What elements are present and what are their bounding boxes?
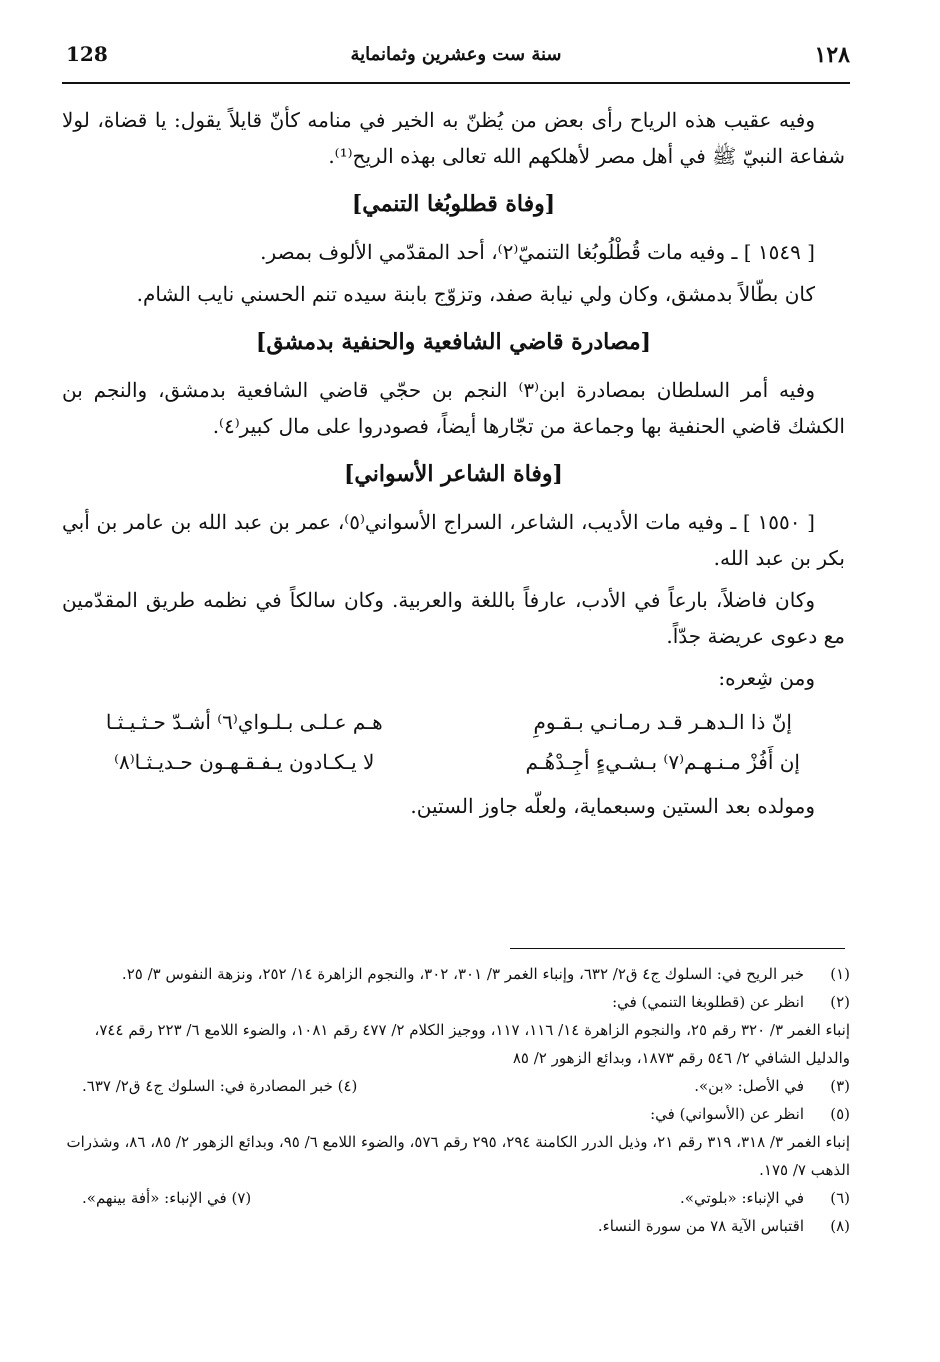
section-heading: [وفاة الشاعر الأسواني] bbox=[344, 461, 563, 487]
paragraph: وفيه عقيب هذه الرياح رأى بعض من يُظنّ به الخير في منامه كأنّ قايلاً يقول: يا قضاة، لولا شفاعة النبيّ ﷺ في أهل مصر لأهلكهم الله تعالى بهذه الريح⁽¹⁾. bbox=[62, 108, 845, 168]
footnote-rule bbox=[510, 948, 845, 949]
poem-verse bbox=[62, 742, 845, 782]
footnote bbox=[62, 988, 850, 1016]
paragraph: وكان فاضلاً، بارعاً في الأدب، عارفاً باللغة والعربية. وكان سالكاً في نظمه طريق المقدّمين مع دعوى عريضة جدّاً. bbox=[62, 588, 845, 648]
verse-second-hemistich: لا يـكـادون يـفـقـهـون حـديـثـا⁽٨⁾ bbox=[114, 750, 375, 774]
entry-paragraph: [ ١٥٤٩ ] ـ وفيه مات قُطْلُوبُغا التنميّ⁽٢⁾، أحد المقدّمي الألوف بمصر. bbox=[260, 240, 815, 264]
footnote-text: خبر الريح في: السلوك ج٤ ق٢/ ٦٣٢، وإنباء الغمر ٣/ ٣٠١، ٣٠٢، والنجوم الزاهرة ١٤/ ٢٥٢، ونزهة النفوس ٣/ ٢٥. bbox=[121, 965, 804, 983]
footnote-pair bbox=[62, 1072, 850, 1100]
paragraph: وفيه أمر السلطان بمصادرة ابن⁽٣⁾ النجم بن حجّي قاضي الشافعية بدمشق، والنجم بن الكشك قاضي الحنفية بها وجماعة من تجّارها أيضاً، فصودروا على مال كبير⁽٤⁾. bbox=[62, 378, 845, 438]
footnote bbox=[62, 1100, 850, 1128]
footnote-pair-text bbox=[62, 1072, 804, 1100]
footnote-text: (٧) في الإنباء: «أفة بينهم». bbox=[82, 1189, 252, 1207]
poem-verse bbox=[62, 702, 845, 742]
page-number-latin: 128 bbox=[66, 42, 108, 66]
verse-first-hemistich: إنّ ذا الـدهـر قـد رمـانـي بـقـومِ bbox=[533, 710, 792, 734]
footnote-number: (١) bbox=[830, 965, 850, 983]
verse-first-hemistich: إن أَفُزْ مـنـهـم⁽٧⁾ بـشـيءٍ أجِـدْهُـم bbox=[525, 750, 800, 774]
poem bbox=[62, 702, 845, 782]
footnote-pair bbox=[62, 1184, 850, 1212]
footnote-number: (٢) bbox=[830, 993, 850, 1011]
verse-second-hemistich: هـم عـلـى بـلـواي⁽٦⁾ أشـدّ حـثـيـثـا bbox=[105, 710, 383, 734]
section-heading: [وفاة قطلوبُغا التنمي] bbox=[351, 191, 556, 217]
footnote-text: إنباء الغمر ٣/ ٣٢٠ رقم ٢٥، والنجوم الزاهرة ١٤/ ١١٦، ١١٧، ووجيز الكلام ٢/ ٤٧٧ رقم ١٠٨١، والضوء اللامع ٦/ ٢٢٣ رقم ٧٤٤، والدليل الشافي ٢/ ٥٤٦ رقم ١٨٧٣، وبدائع الزهور ٢/ ٨٥ bbox=[94, 1021, 850, 1067]
page-header bbox=[62, 42, 850, 82]
main-text bbox=[62, 102, 845, 830]
header-rule bbox=[62, 82, 850, 84]
entry-paragraph: [ ١٥٥٠ ] ـ وفيه مات الأديب، الشاعر، السراج الأسواني⁽٥⁾، عمر بن عبد الله بن عامر بن أبي بكر بن عبد الله. bbox=[62, 510, 845, 570]
footnote bbox=[62, 960, 850, 988]
footnote-number: (٣) bbox=[830, 1077, 850, 1095]
footnote-text: في الأصل: «بن». bbox=[694, 1077, 804, 1095]
footnote-number: (٨) bbox=[830, 1217, 850, 1235]
paragraph: ومولده بعد الستين وسبعماية، ولعلّه جاوز الستين. bbox=[410, 794, 815, 818]
footnote-text: في الإنباء: «بلوتي». bbox=[680, 1189, 804, 1207]
paragraph: ومن شِعره: bbox=[718, 666, 815, 690]
footnote-text: انظر عن (الأسواني) في: bbox=[650, 1105, 804, 1123]
footnote-pair-text bbox=[62, 1184, 804, 1212]
page-number-arabic: ١٢٨ bbox=[814, 42, 850, 68]
footnote-number: (٥) bbox=[830, 1105, 850, 1123]
footnote-text: اقتباس الآية ٧٨ من سورة النساء. bbox=[597, 1217, 804, 1235]
footnotes bbox=[62, 960, 850, 1240]
footnote-text: إنباء الغمر ٣/ ٣١٨، ٣١٩ رقم ٢١، وذيل الدرر الكامنة ٢٩٤، ٢٩٥ رقم ٥٧٦، والضوء اللامع ٦/ ٩٥، وبدائع الزهور ٢/ ٨٥، ٨٦، وشذرات الذهب ٧/ ١٧٥. bbox=[66, 1133, 850, 1179]
footnote-continuation bbox=[62, 1128, 850, 1184]
running-title: سنة ست وعشرين وثمانماية bbox=[350, 44, 562, 65]
footnote-text: انظر عن (قطلوبغا التنمي) في: bbox=[612, 993, 804, 1011]
paragraph: كان بطّالاً بدمشق، وكان ولي نيابة صفد، وتزوّج بابنة سيده تنم الحسني نايب الشام. bbox=[136, 282, 815, 306]
section-heading: [مصادرة قاضي الشافعية والحنفية بدمشق] bbox=[255, 329, 652, 355]
footnote-continuation bbox=[62, 1016, 850, 1072]
footnote bbox=[62, 1212, 850, 1240]
footnote-text: (٤) خبر المصادرة في: السلوك ج٤ ق٢/ ٦٣٧. bbox=[82, 1077, 358, 1095]
footnote-number: (٦) bbox=[830, 1189, 850, 1207]
